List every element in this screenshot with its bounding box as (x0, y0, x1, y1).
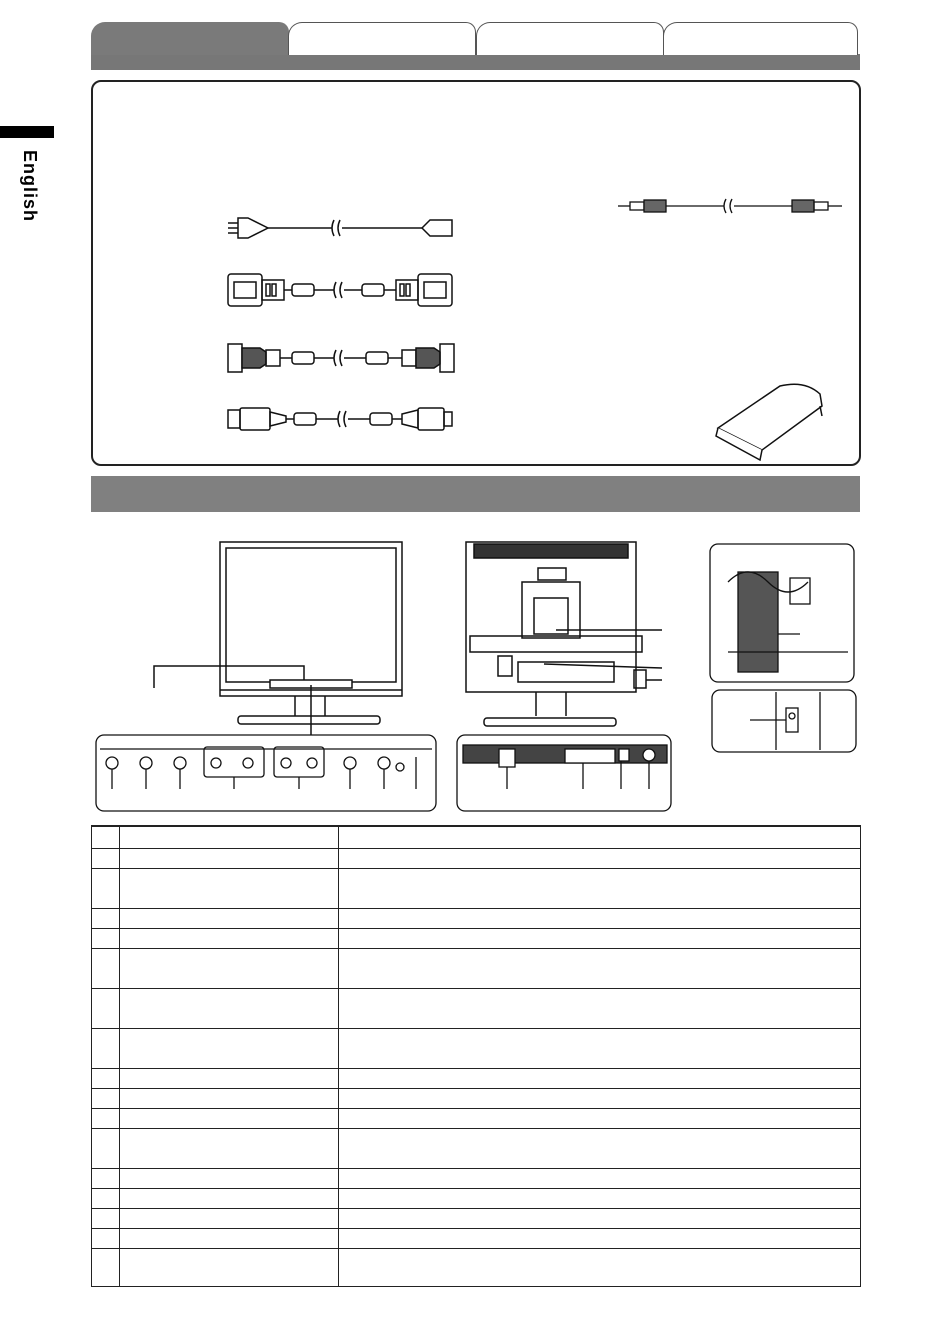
table-row (92, 1128, 861, 1168)
table-row (92, 1168, 861, 1188)
table-row (92, 1088, 861, 1108)
table-row (92, 1248, 861, 1286)
table-row (92, 848, 861, 868)
audio-cable-icon (616, 196, 846, 216)
table-row (92, 1068, 861, 1088)
monitor-front-view (150, 540, 430, 740)
table-header-row (92, 826, 861, 848)
tab-2[interactable] (288, 22, 476, 55)
tab-bar-underline (91, 54, 860, 70)
table-row (92, 948, 861, 988)
dsub-cable-icon (226, 340, 456, 376)
language-marker (0, 126, 54, 138)
table-row (92, 908, 861, 928)
table-row (92, 1108, 861, 1128)
table-row (92, 928, 861, 948)
monitor-rear-view (462, 540, 672, 740)
rear-connectors-closeup (455, 733, 675, 813)
table-row (92, 1188, 861, 1208)
tab-4[interactable] (663, 22, 858, 55)
cable-cover-icon (710, 380, 830, 460)
controls-section-header (91, 476, 860, 512)
table-row (92, 988, 861, 1028)
table-row (92, 868, 861, 908)
table-row (92, 1028, 861, 1068)
power-cord-icon (226, 214, 456, 244)
tab-3[interactable] (476, 22, 664, 55)
security-lock-detail (710, 688, 858, 754)
table-row (92, 1208, 861, 1228)
usb-cable-icon (226, 404, 456, 434)
table-row (92, 1228, 861, 1248)
front-buttons-closeup (94, 733, 440, 813)
tab-1[interactable] (91, 22, 289, 55)
language-label: English (20, 150, 40, 223)
cable-holder-detail (708, 542, 858, 686)
parts-function-table (91, 825, 861, 1287)
dvi-cable-icon (226, 270, 456, 310)
